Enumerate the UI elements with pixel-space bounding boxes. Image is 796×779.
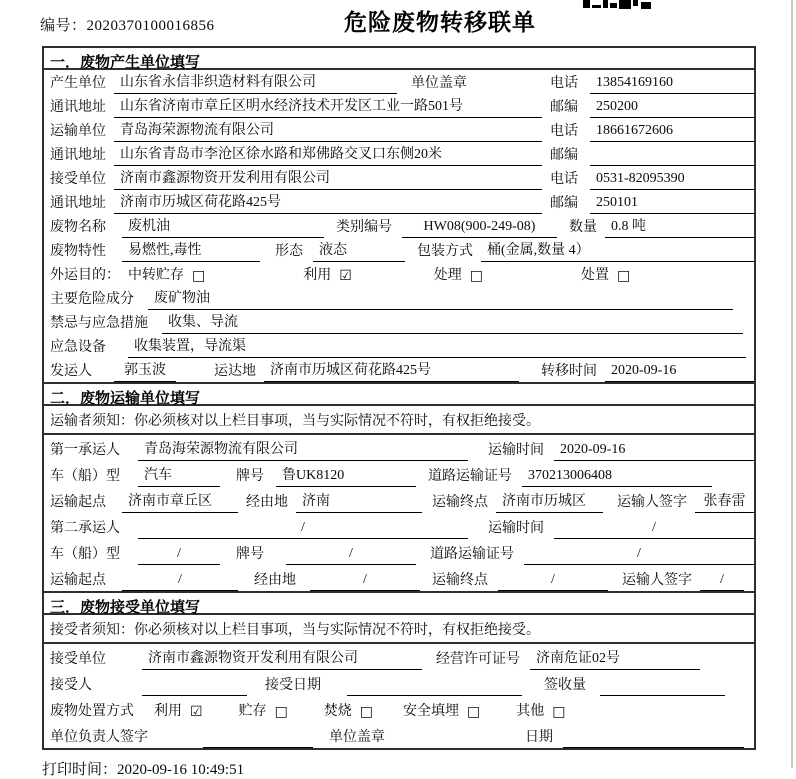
transporter-notice: 运输者须知：你必须核对以上栏目事项，当与实际情况不符时，有权拒绝接受。 bbox=[44, 406, 754, 435]
unit-seal-label: 单位盖章 bbox=[329, 730, 385, 745]
signed-quantity-label: 签收量 bbox=[544, 678, 586, 693]
disposal-option-label: 焚烧 bbox=[323, 704, 352, 719]
producer-postcode-value: 250200 bbox=[590, 99, 754, 118]
equipment-label: 应急设备 bbox=[50, 340, 106, 355]
address-label: 通讯地址 bbox=[50, 148, 106, 163]
qr-code-fragment bbox=[583, 0, 653, 10]
waste-name-label: 废物名称 bbox=[50, 220, 106, 235]
receiving-unit-label: 接受单位 bbox=[50, 652, 106, 667]
checkbox-icon: □ bbox=[617, 268, 631, 284]
second-vehicle-row bbox=[44, 539, 754, 565]
second-carrier-row bbox=[44, 513, 754, 539]
vehicle-type-label: 车（船）型 bbox=[50, 547, 120, 562]
postcode-label: 邮编 bbox=[550, 196, 578, 211]
first-vehicle-row bbox=[44, 461, 754, 487]
transfer-time-label: 转移时间 bbox=[541, 364, 597, 379]
disposal-method-row bbox=[44, 696, 754, 722]
transport-postcode-value bbox=[590, 149, 754, 166]
receiver-person-label: 接受人 bbox=[50, 678, 92, 693]
transport-unit-label: 运输单位 bbox=[50, 124, 106, 139]
checkbox-icon: □ bbox=[274, 704, 288, 720]
section3-heading: 三．废物接受单位填写 bbox=[44, 593, 754, 615]
receiver-notice: 接受者须知：你必须核对以上栏目事项，当与实际情况不符时，有权拒绝接受。 bbox=[44, 615, 754, 644]
checkbox-checked-icon: ☑ bbox=[190, 704, 203, 720]
serial-value: 2020370100016856 bbox=[86, 18, 215, 34]
form-state-label: 形态 bbox=[275, 244, 303, 259]
road-permit-label: 道路运输证号 bbox=[428, 469, 512, 484]
purpose-option-label: 利用 bbox=[303, 268, 332, 283]
document-header bbox=[0, 0, 796, 44]
print-time-value: 2020-09-16 10:49:51 bbox=[117, 762, 245, 778]
shipper-label: 发运人 bbox=[50, 364, 92, 379]
license-value: 济南危证02号 bbox=[530, 647, 700, 670]
serial-label: 编号： bbox=[40, 18, 87, 34]
transport-time-label: 运输时间 bbox=[488, 521, 544, 536]
plate-value: 鲁UK8120 bbox=[276, 464, 416, 487]
transport-address-row bbox=[44, 142, 754, 166]
quantity-label: 数量 bbox=[569, 220, 597, 235]
producer-address-row bbox=[44, 94, 754, 118]
taboo-label: 禁忌与应急措施 bbox=[50, 316, 148, 331]
purpose-option-label: 处置 bbox=[581, 268, 610, 283]
first-carrier-row bbox=[44, 435, 754, 461]
disposal-option-label: 安全填埋 bbox=[403, 704, 460, 719]
disposal-method-label: 废物处置方式 bbox=[50, 704, 134, 719]
second-carrier-value: / bbox=[138, 520, 468, 539]
transporter-sign-value: 张春雷 bbox=[695, 490, 754, 513]
hazard-row bbox=[44, 286, 754, 310]
route-start-label: 运输起点 bbox=[50, 573, 106, 588]
route-via-label: 经由地 bbox=[246, 495, 288, 510]
responsible-sign-label: 单位负责人签字 bbox=[50, 730, 148, 745]
section-producer bbox=[44, 48, 754, 382]
waste-traits-value: 易燃性,毒性 bbox=[122, 239, 260, 262]
route-end-value: / bbox=[498, 572, 608, 591]
waste-name-row bbox=[44, 214, 754, 238]
disposal-option-label: 贮存 bbox=[238, 704, 267, 719]
receiver-phone-value: 0531-82095390 bbox=[590, 171, 754, 190]
postcode-label: 邮编 bbox=[550, 100, 578, 115]
taboo-value: 收集、导流 bbox=[162, 311, 743, 334]
shipper-row bbox=[44, 358, 754, 382]
vehicle-type-value: / bbox=[138, 546, 220, 565]
transport-address-value: 山东省青岛市李沧区徐水路和郑佛路交叉口东侧20米 bbox=[114, 143, 542, 166]
purpose-option-label: 中转贮存 bbox=[128, 268, 184, 283]
form-state-value: 液态 bbox=[313, 239, 405, 262]
first-carrier-value: 青岛海荣源物流有限公司 bbox=[138, 438, 468, 461]
transfer-form-table bbox=[42, 46, 756, 750]
second-transport-time-value: / bbox=[554, 520, 754, 539]
checkbox-checked-icon: ☑ bbox=[339, 268, 352, 284]
print-time-label: 打印时间： bbox=[42, 762, 118, 778]
transfer-time-value: 2020-09-16 bbox=[605, 363, 754, 382]
route-end-label: 运输终点 bbox=[432, 573, 488, 588]
vehicle-type-value: 汽车 bbox=[138, 464, 220, 487]
destination-label: 运达地 bbox=[214, 364, 256, 379]
first-route-row bbox=[44, 487, 754, 513]
signed-quantity-value bbox=[600, 679, 725, 696]
taboo-row bbox=[44, 310, 754, 334]
packing-value: 桶(金属,数量 4） bbox=[481, 239, 754, 262]
second-route-row bbox=[44, 565, 754, 591]
receiving-unit-value: 济南市鑫源物资开发利用有限公司 bbox=[142, 647, 422, 670]
address-label: 通讯地址 bbox=[50, 196, 106, 211]
checkbox-icon: □ bbox=[359, 704, 374, 720]
responsible-sign-row bbox=[44, 722, 754, 748]
route-end-value: 济南市历城区 bbox=[496, 490, 603, 513]
waste-traits-row bbox=[44, 238, 754, 262]
equipment-row bbox=[44, 334, 754, 358]
page-edge-divider bbox=[791, 0, 793, 768]
purpose-option-label: 处理 bbox=[433, 268, 462, 283]
producer-unit-row bbox=[44, 70, 754, 94]
transport-unit-value: 青岛海荣源物流有限公司 bbox=[114, 119, 542, 142]
road-permit-value: / bbox=[524, 546, 754, 565]
transport-time-label: 运输时间 bbox=[488, 443, 544, 458]
shipper-value: 郭玉波 bbox=[114, 359, 176, 382]
receiver-person-row bbox=[44, 670, 754, 696]
route-start-value: / bbox=[122, 572, 238, 591]
waste-name-value: 废机油 bbox=[122, 215, 324, 238]
receiver-address-value: 济南市历城区荷花路425号 bbox=[114, 191, 542, 214]
checkbox-icon: □ bbox=[552, 704, 566, 720]
address-label: 通讯地址 bbox=[50, 100, 106, 115]
waste-traits-label: 废物特性 bbox=[50, 244, 106, 259]
route-via-value: 济南 bbox=[296, 490, 422, 513]
receiver-unit-row bbox=[44, 166, 754, 190]
quantity-value: 0.8 吨 bbox=[605, 215, 754, 238]
license-label: 经营许可证号 bbox=[436, 652, 520, 667]
transporter-sign-label: 运输人签字 bbox=[622, 573, 692, 588]
road-permit-value: 370213006408 bbox=[522, 468, 712, 487]
receive-date-label: 接受日期 bbox=[265, 678, 321, 693]
phone-label: 电话 bbox=[550, 124, 578, 139]
section-receiver bbox=[44, 591, 754, 748]
section2-heading: 二．废物运输单位填写 bbox=[44, 384, 754, 406]
transport-unit-row bbox=[44, 118, 754, 142]
checkbox-icon: □ bbox=[467, 704, 481, 720]
checkbox-icon: □ bbox=[192, 268, 206, 284]
vehicle-type-label: 车（船）型 bbox=[50, 469, 120, 484]
destination-value: 济南市历城区荷花路425号 bbox=[264, 359, 519, 382]
producer-unit-value: 山东省永信非织造材料有限公司 bbox=[114, 71, 397, 94]
responsible-sign-value bbox=[203, 731, 313, 748]
first-transport-time-value: 2020-09-16 bbox=[554, 442, 754, 461]
disposal-option-label: 利用 bbox=[154, 704, 182, 719]
route-via-label: 经由地 bbox=[254, 573, 296, 588]
route-via-value: / bbox=[310, 572, 420, 591]
disposal-option-label: 其他 bbox=[516, 704, 545, 719]
date-value bbox=[563, 731, 744, 748]
first-carrier-label: 第一承运人 bbox=[50, 443, 120, 458]
producer-address-value: 山东省济南市章丘区明水经济技术开发区工业一路501号 bbox=[114, 95, 542, 118]
section-transporter bbox=[44, 382, 754, 591]
phone-label: 电话 bbox=[550, 172, 578, 187]
section1-heading: 一．废物产生单位填写 bbox=[44, 48, 754, 70]
checkbox-icon: □ bbox=[469, 268, 484, 284]
print-time bbox=[42, 758, 796, 779]
purpose-label: 外运目的： bbox=[50, 268, 120, 283]
date-label: 日期 bbox=[525, 730, 553, 745]
category-code-label: 类别编号 bbox=[336, 220, 392, 235]
equipment-value: 收集装置，导流渠 bbox=[128, 335, 746, 358]
receiver-address-row bbox=[44, 190, 754, 214]
transport-phone-value: 18661672606 bbox=[590, 123, 754, 142]
producer-phone-value: 13854169160 bbox=[590, 75, 754, 94]
category-code-value: HW08(900-249-08) bbox=[402, 219, 557, 238]
purpose-row bbox=[44, 262, 754, 286]
receiver-postcode-value: 250101 bbox=[590, 195, 754, 214]
transporter-sign-value: / bbox=[700, 572, 744, 591]
plate-label: 牌号 bbox=[236, 469, 264, 484]
second-carrier-label: 第二承运人 bbox=[50, 521, 120, 536]
receiver-person-value bbox=[142, 679, 247, 696]
hazard-label: 主要危险成分 bbox=[50, 292, 134, 307]
transporter-sign-label: 运输人签字 bbox=[617, 495, 687, 510]
phone-label: 电话 bbox=[550, 76, 578, 91]
receiving-unit-row bbox=[44, 644, 754, 670]
route-start-value: 济南市章丘区 bbox=[122, 490, 238, 513]
receiver-unit-value: 济南市鑫源物资开发利用有限公司 bbox=[114, 167, 542, 190]
postcode-label: 邮编 bbox=[550, 148, 578, 163]
hazard-value: 废矿物油 bbox=[148, 287, 733, 310]
road-permit-label: 道路运输证号 bbox=[430, 547, 514, 562]
receive-date-value bbox=[347, 679, 522, 696]
page-title: 危险废物转移联单 bbox=[344, 9, 536, 35]
plate-value: / bbox=[286, 546, 416, 565]
unit-seal-label: 单位盖章 bbox=[411, 76, 467, 91]
plate-label: 牌号 bbox=[236, 547, 264, 562]
receiver-unit-label: 接受单位 bbox=[50, 172, 106, 187]
producer-unit-label: 产生单位 bbox=[50, 76, 106, 91]
packing-label: 包装方式 bbox=[417, 244, 473, 259]
route-start-label: 运输起点 bbox=[50, 495, 106, 510]
route-end-label: 运输终点 bbox=[432, 495, 488, 510]
